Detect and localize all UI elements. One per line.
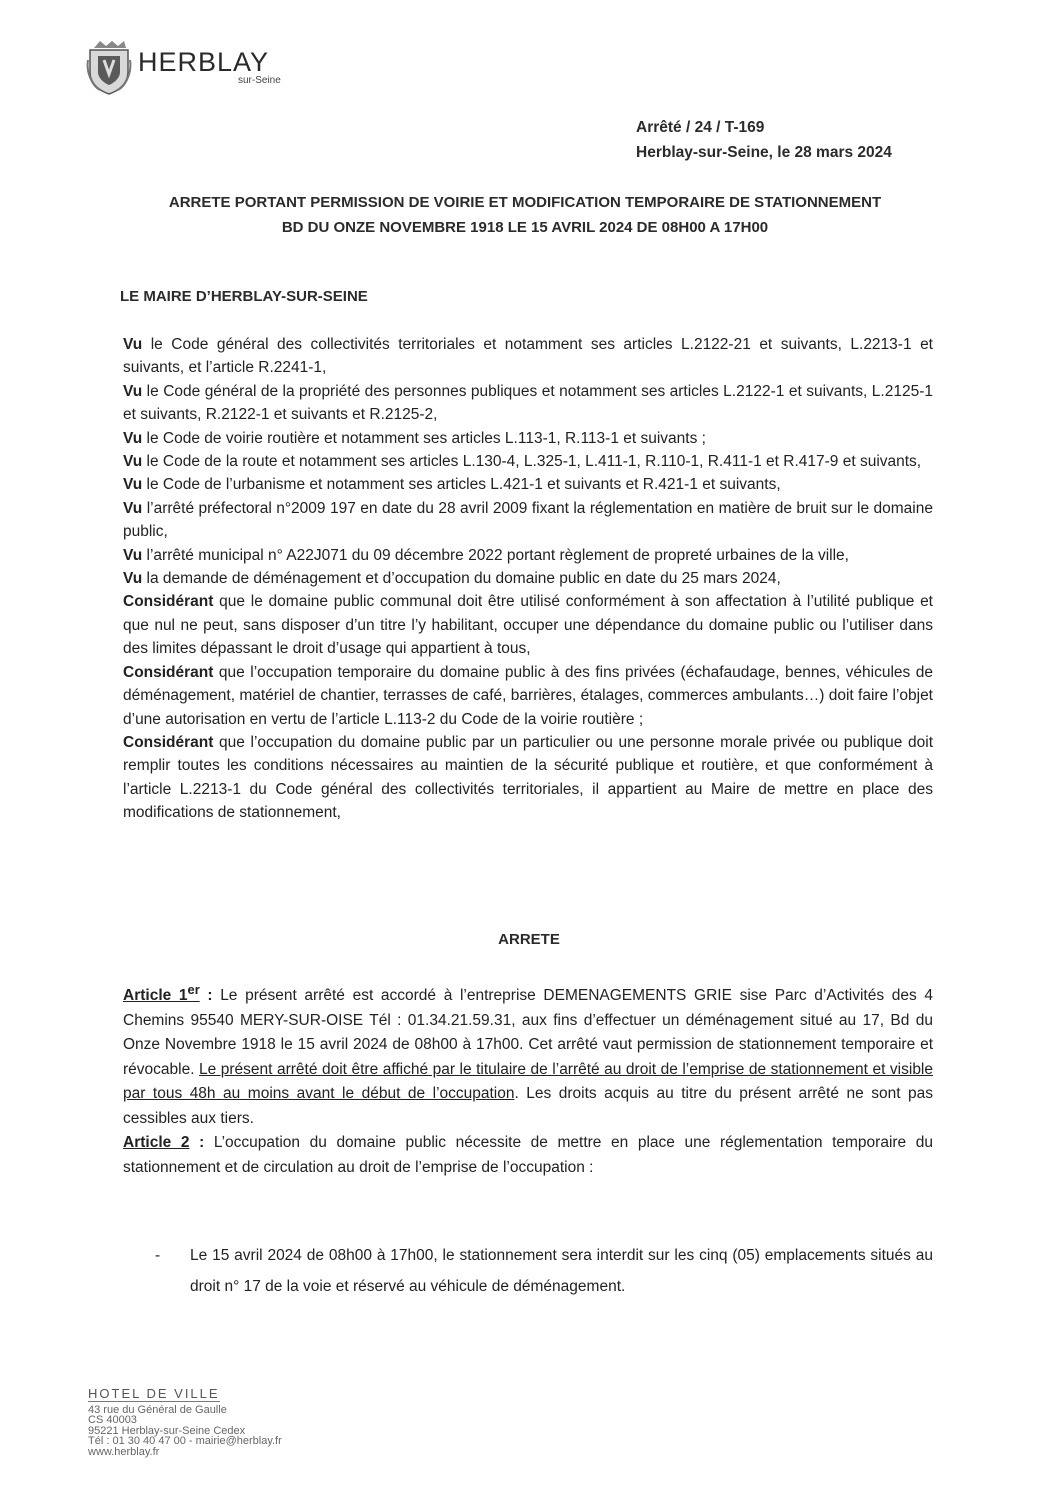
recital: Vu le Code de voirie routière et notamment ses articles L.113-1, R.113-1 et suivants ; [123, 429, 706, 447]
coat-of-arms-icon [86, 38, 132, 96]
footer-line: www.herblay.fr [88, 1445, 160, 1458]
article-2-label: Article 2 [123, 1134, 190, 1152]
article-1-label: Article 1er [123, 982, 200, 1005]
recital: Considérant que l’occupation temporaire du domaine public à des fins privées (échafaudage, bennes, véhicules de déménagement, matériel de chantier, terrasses de café, barrières, étalages, commerces ambulants…) doit faire l’objet d’une autorisation en vertu de l’article L.113-2 du Code de la voirie routière ; [123, 663, 933, 728]
decree-number: Arrêté / 24 / T-169 [636, 119, 765, 136]
logo-name: HERBLAY [138, 47, 270, 77]
logo-subtitle: sur-Seine [238, 75, 281, 86]
recital: Vu le Code de la route et notamment ses articles L.130-4, L.325-1, L.411-1, R.110-1, R.411-1 et R.417-9 et suivants, [123, 453, 922, 471]
title-line-2: BD DU ONZE NOVEMBRE 1918 LE 15 AVRIL 2024 DE 08H00 A 17H00 [281, 219, 769, 236]
footer-title: HOTEL DE VILLE [88, 1386, 220, 1401]
bullet-mark: - [155, 1247, 161, 1264]
recital: Vu le Code général des collectivités territoriales et notamment ses articles L.2122-21 et suivants, L.2213-1 et suivants, et l’article R.2241-1, [123, 336, 933, 377]
article-1: Article 1er : Le présent arrêté est accordé à l’entreprise DEMENAGEMENTS GRIE sise Parc d’Activités des 4 Chemins 95540 MERY-SUR-OISE Tél : 01.34.21.59.31, aux fins d’effectuer un déménagement situé au 17, Bd du Onze Novembre 1918 le 15 avril 2024 de 08h00 à 17h00. Cet arrêté vaut permission de stationnement temporaire et révocable. Le présent arrêté doit être affiché par le titulaire de l’arrêté au droit de l’emprise de stationnement et visible par tous 48h au moins avant le début de l’occupation. Les droits acquis au titre du présent arrêté ne sont pas cessibles aux tiers. [123, 982, 933, 1127]
decree-place-date: Herblay-sur-Seine, le 28 mars 2024 [636, 144, 892, 161]
arrete-heading: ARRETE [498, 931, 560, 948]
bullet-text: Le 15 avril 2024 de 08h00 à 17h00, le stationnement sera interdit sur les cinq (05) emplacements situés au droit n° 17 de la voie et réservé au véhicule de déménagement. [190, 1247, 933, 1295]
footer-line: 43 rue du Général de Gaulle [88, 1403, 227, 1416]
recital: Vu le Code général de la propriété des personnes publiques et notamment ses articles L.2122-1 et suivants, L.2125-1 et suivants, R.2122-1 et suivants et R.2125-2, [123, 382, 933, 424]
article-2: Article 2 : L’occupation du domaine public nécessite de mettre en place une réglementation temporaire du stationnement et de circulation au droit de l’emprise de l’occupation : [123, 1134, 934, 1176]
recital: Considérant que le domaine public communal doit être utilisé conformément à son affectation à l’utilité publique et que nul ne peut, sans disposer d’un titre l’y habilitant, occuper une dépendance du domaine public ou l’utiliser dans des limites dépassant le droit d’usage qui appartient à tous, [123, 593, 933, 658]
recital: Vu le Code de l’urbanisme et notamment ses articles L.421-1 et suivants et R.421-1 et suivants, [123, 476, 781, 494]
recital: Vu l’arrêté préfectoral n°2009 197 en date du 28 avril 2009 fixant la réglementation en matière de bruit sur le domaine public, [123, 499, 933, 541]
herblay-logo [86, 38, 281, 96]
maire-heading: LE MAIRE D’HERBLAY-SUR-SEINE [120, 288, 368, 305]
decree-reference [636, 115, 892, 165]
footer-line: CS 40003 [88, 1414, 137, 1426]
footer-line: Tél : 01 30 40 47 00 - mairie@herblay.fr [88, 1435, 282, 1447]
articles [123, 978, 933, 1180]
title-line-1: ARRETE PORTANT PERMISSION DE VOIRIE ET MODIFICATION TEMPORAIRE DE STATIONNEMENT [168, 194, 882, 211]
recital: Vu la demande de déménagement et d’occupation du domaine public en date du 25 mars 2024, [123, 570, 781, 588]
recital: Considérant que l’occupation du domaine public par un particulier ou une personne morale privée ou publique doit remplir toutes les conditions nécessaires au maintien de la sécurité publique et routière, et que conformément à l’article L.2213-1 du Code général des collectivités territoriales, il appartient au Maire de mettre en place des modifications de stationnement, [123, 733, 933, 822]
recital: Vu l’arrêté municipal n° A22J071 du 09 décembre 2022 portant règlement de propreté urbaines de la ville, [123, 546, 849, 564]
footer-address [88, 1386, 282, 1458]
article-1-display-notice: Le présent arrêté doit être affiché par le titulaire de l’arrêté au droit de l’emprise de stationnement et visible par tous 48h au moins avant le début de l’occupation [123, 1060, 933, 1103]
footer-line: 95221 Herblay-sur-Seine Cedex [88, 1424, 246, 1437]
recitals [123, 333, 933, 825]
decree-title [100, 190, 950, 240]
list-item [155, 1240, 933, 1302]
